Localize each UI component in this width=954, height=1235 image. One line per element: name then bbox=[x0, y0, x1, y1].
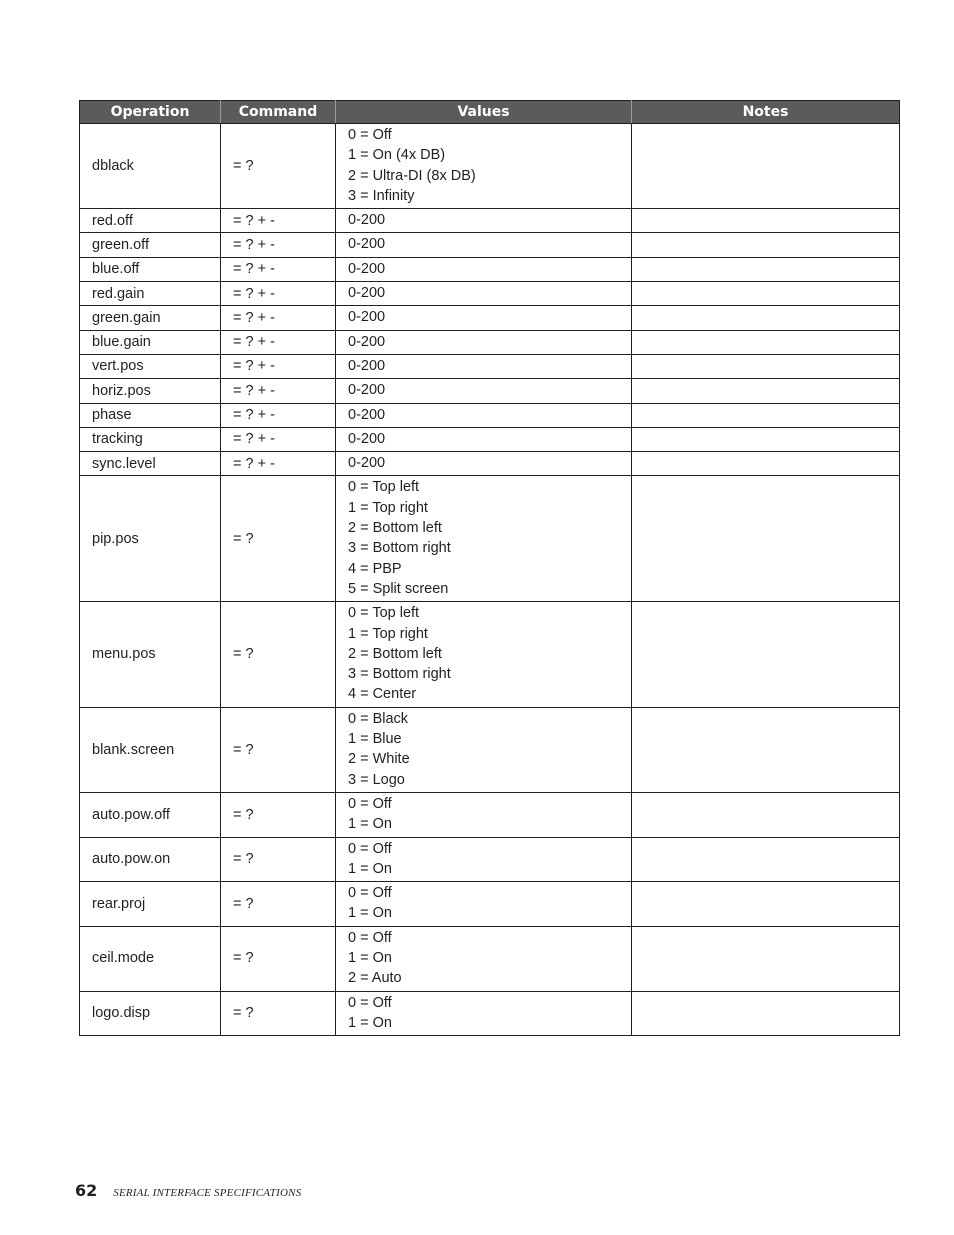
value-line: 0 = Off bbox=[348, 994, 392, 1011]
operation-cell: vert.pos bbox=[80, 354, 221, 378]
table-row bbox=[80, 257, 900, 281]
notes-cell bbox=[632, 792, 900, 837]
values-cell bbox=[336, 124, 632, 209]
operation-cell: phase bbox=[80, 403, 221, 427]
value-line: 5 = Split screen bbox=[348, 580, 449, 597]
command-cell: = ? + - bbox=[221, 354, 336, 378]
notes-cell bbox=[632, 379, 900, 403]
command-cell: = ? + - bbox=[221, 403, 336, 427]
operation-cell: rear.proj bbox=[80, 882, 221, 927]
operation-cell: auto.pow.on bbox=[80, 837, 221, 882]
values-cell bbox=[336, 233, 632, 257]
value-line: 0 = Top left bbox=[348, 479, 420, 496]
header-operation: Operation bbox=[80, 101, 221, 124]
value-line: 2 = Bottom left bbox=[348, 520, 442, 537]
values-cell bbox=[336, 257, 632, 281]
value-line: 0 = Off bbox=[348, 127, 392, 143]
operation-cell: blank.screen bbox=[80, 707, 221, 792]
value-line: 0 = Top left bbox=[348, 605, 420, 622]
notes-cell bbox=[632, 837, 900, 882]
notes-cell bbox=[632, 257, 900, 281]
table-header-row bbox=[80, 101, 900, 124]
value-line: 3 = Bottom right bbox=[348, 540, 451, 557]
table-row bbox=[80, 124, 900, 209]
value-line: 1 = On bbox=[348, 816, 392, 833]
operation-cell: blue.gain bbox=[80, 330, 221, 354]
values-cell bbox=[336, 926, 632, 991]
value-line: 1 = On (4x DB) bbox=[348, 147, 446, 164]
section-title: SERIAL INTERFACE SPECIFICATIONS bbox=[113, 1187, 302, 1199]
page-footer bbox=[75, 1181, 301, 1200]
table-row bbox=[80, 882, 900, 927]
values-cell bbox=[336, 707, 632, 792]
command-cell: = ? bbox=[221, 602, 336, 707]
operation-cell: green.off bbox=[80, 233, 221, 257]
command-cell: = ? bbox=[221, 476, 336, 602]
value-line: 0-200 bbox=[348, 236, 386, 253]
command-cell: = ? + - bbox=[221, 330, 336, 354]
operation-cell: ceil.mode bbox=[80, 926, 221, 991]
table-row bbox=[80, 403, 900, 427]
command-cell: = ? + - bbox=[221, 209, 336, 233]
command-cell: = ? bbox=[221, 124, 336, 209]
notes-cell bbox=[632, 354, 900, 378]
value-line: 0-200 bbox=[348, 333, 386, 350]
table-row bbox=[80, 306, 900, 330]
value-line: 0-200 bbox=[348, 285, 386, 302]
value-line: 3 = Bottom right bbox=[348, 666, 451, 683]
notes-cell bbox=[632, 882, 900, 927]
values-cell bbox=[336, 837, 632, 882]
values-cell bbox=[336, 379, 632, 403]
value-line: 0-200 bbox=[348, 357, 386, 374]
operation-cell: red.off bbox=[80, 209, 221, 233]
values-cell bbox=[336, 282, 632, 306]
command-cell: = ? + - bbox=[221, 452, 336, 476]
operation-cell: menu.pos bbox=[80, 602, 221, 707]
values-cell bbox=[336, 330, 632, 354]
command-cell: = ? + - bbox=[221, 427, 336, 451]
values-cell bbox=[336, 427, 632, 451]
notes-cell bbox=[632, 282, 900, 306]
value-line: 0 = Off bbox=[348, 840, 392, 857]
values-cell bbox=[336, 882, 632, 927]
value-line: 0 = Off bbox=[348, 929, 392, 946]
table-row bbox=[80, 991, 900, 1036]
values-cell bbox=[336, 306, 632, 330]
table-row bbox=[80, 792, 900, 837]
operation-cell: auto.pow.off bbox=[80, 792, 221, 837]
table-row bbox=[80, 452, 900, 476]
value-line: 1 = Blue bbox=[348, 731, 402, 748]
notes-cell bbox=[632, 330, 900, 354]
value-line: 0-200 bbox=[348, 260, 386, 277]
command-cell: = ? + - bbox=[221, 306, 336, 330]
value-line: 1 = Top right bbox=[348, 499, 428, 516]
value-line: 4 = PBP bbox=[348, 560, 402, 577]
value-line: 3 = Logo bbox=[348, 771, 405, 788]
table-body bbox=[80, 124, 900, 1036]
value-line: 0 = Off bbox=[348, 795, 392, 812]
value-line: 1 = On bbox=[348, 949, 392, 966]
command-cell: = ? bbox=[221, 837, 336, 882]
notes-cell bbox=[632, 476, 900, 602]
table-row bbox=[80, 926, 900, 991]
header-notes: Notes bbox=[632, 101, 900, 124]
notes-cell bbox=[632, 306, 900, 330]
operation-cell: sync.level bbox=[80, 452, 221, 476]
values-cell bbox=[336, 792, 632, 837]
table-row bbox=[80, 282, 900, 306]
notes-cell bbox=[632, 707, 900, 792]
notes-cell bbox=[632, 124, 900, 209]
value-line: 1 = On bbox=[348, 905, 392, 922]
value-line: 2 = White bbox=[348, 751, 410, 768]
values-cell bbox=[336, 452, 632, 476]
value-line: 0-200 bbox=[348, 212, 386, 229]
values-cell bbox=[336, 354, 632, 378]
operation-cell: red.gain bbox=[80, 282, 221, 306]
value-line: 1 = Top right bbox=[348, 625, 428, 642]
table-row bbox=[80, 476, 900, 602]
value-line: 2 = Bottom left bbox=[348, 645, 442, 662]
table-row bbox=[80, 707, 900, 792]
serial-command-table bbox=[79, 100, 900, 1036]
value-line: 0 = Black bbox=[348, 710, 409, 727]
notes-cell bbox=[632, 602, 900, 707]
values-cell bbox=[336, 476, 632, 602]
notes-cell bbox=[632, 926, 900, 991]
value-line: 0-200 bbox=[348, 455, 386, 472]
table-row bbox=[80, 602, 900, 707]
operation-cell: logo.disp bbox=[80, 991, 221, 1036]
header-command: Command bbox=[221, 101, 336, 124]
values-cell bbox=[336, 403, 632, 427]
notes-cell bbox=[632, 233, 900, 257]
table-row bbox=[80, 233, 900, 257]
command-cell: = ? bbox=[221, 707, 336, 792]
table-row bbox=[80, 837, 900, 882]
command-cell: = ? + - bbox=[221, 257, 336, 281]
value-line: 0 = Off bbox=[348, 885, 392, 902]
value-line: 0-200 bbox=[348, 406, 386, 423]
command-cell: = ? bbox=[221, 792, 336, 837]
value-line: 0-200 bbox=[348, 309, 386, 326]
notes-cell bbox=[632, 403, 900, 427]
value-line: 1 = On bbox=[348, 860, 392, 877]
table-row bbox=[80, 379, 900, 403]
values-cell bbox=[336, 602, 632, 707]
table-row bbox=[80, 354, 900, 378]
value-line: 2 = Auto bbox=[348, 970, 402, 987]
notes-cell bbox=[632, 991, 900, 1036]
command-cell: = ? + - bbox=[221, 282, 336, 306]
command-cell: = ? bbox=[221, 991, 336, 1036]
value-line: 0-200 bbox=[348, 430, 386, 447]
command-cell: = ? + - bbox=[221, 233, 336, 257]
values-cell bbox=[336, 991, 632, 1036]
table-row bbox=[80, 209, 900, 233]
notes-cell bbox=[632, 427, 900, 451]
command-cell: = ? bbox=[221, 926, 336, 991]
operation-cell: horiz.pos bbox=[80, 379, 221, 403]
operation-cell: pip.pos bbox=[80, 476, 221, 602]
value-line: 4 = Center bbox=[348, 686, 417, 703]
operation-cell: tracking bbox=[80, 427, 221, 451]
value-line: 3 = Infinity bbox=[348, 187, 415, 204]
value-line: 1 = On bbox=[348, 1014, 392, 1031]
notes-cell bbox=[632, 452, 900, 476]
notes-cell bbox=[632, 209, 900, 233]
command-cell: = ? bbox=[221, 882, 336, 927]
value-line: 2 = Ultra-DI (8x DB) bbox=[348, 167, 476, 184]
table-row bbox=[80, 330, 900, 354]
command-cell: = ? + - bbox=[221, 379, 336, 403]
header-values: Values bbox=[336, 101, 632, 124]
operation-cell: dblack bbox=[80, 124, 221, 209]
page-number: 62 bbox=[75, 1181, 98, 1200]
operation-cell: green.gain bbox=[80, 306, 221, 330]
table-row bbox=[80, 427, 900, 451]
operation-cell: blue.off bbox=[80, 257, 221, 281]
value-line: 0-200 bbox=[348, 382, 386, 399]
values-cell bbox=[336, 209, 632, 233]
